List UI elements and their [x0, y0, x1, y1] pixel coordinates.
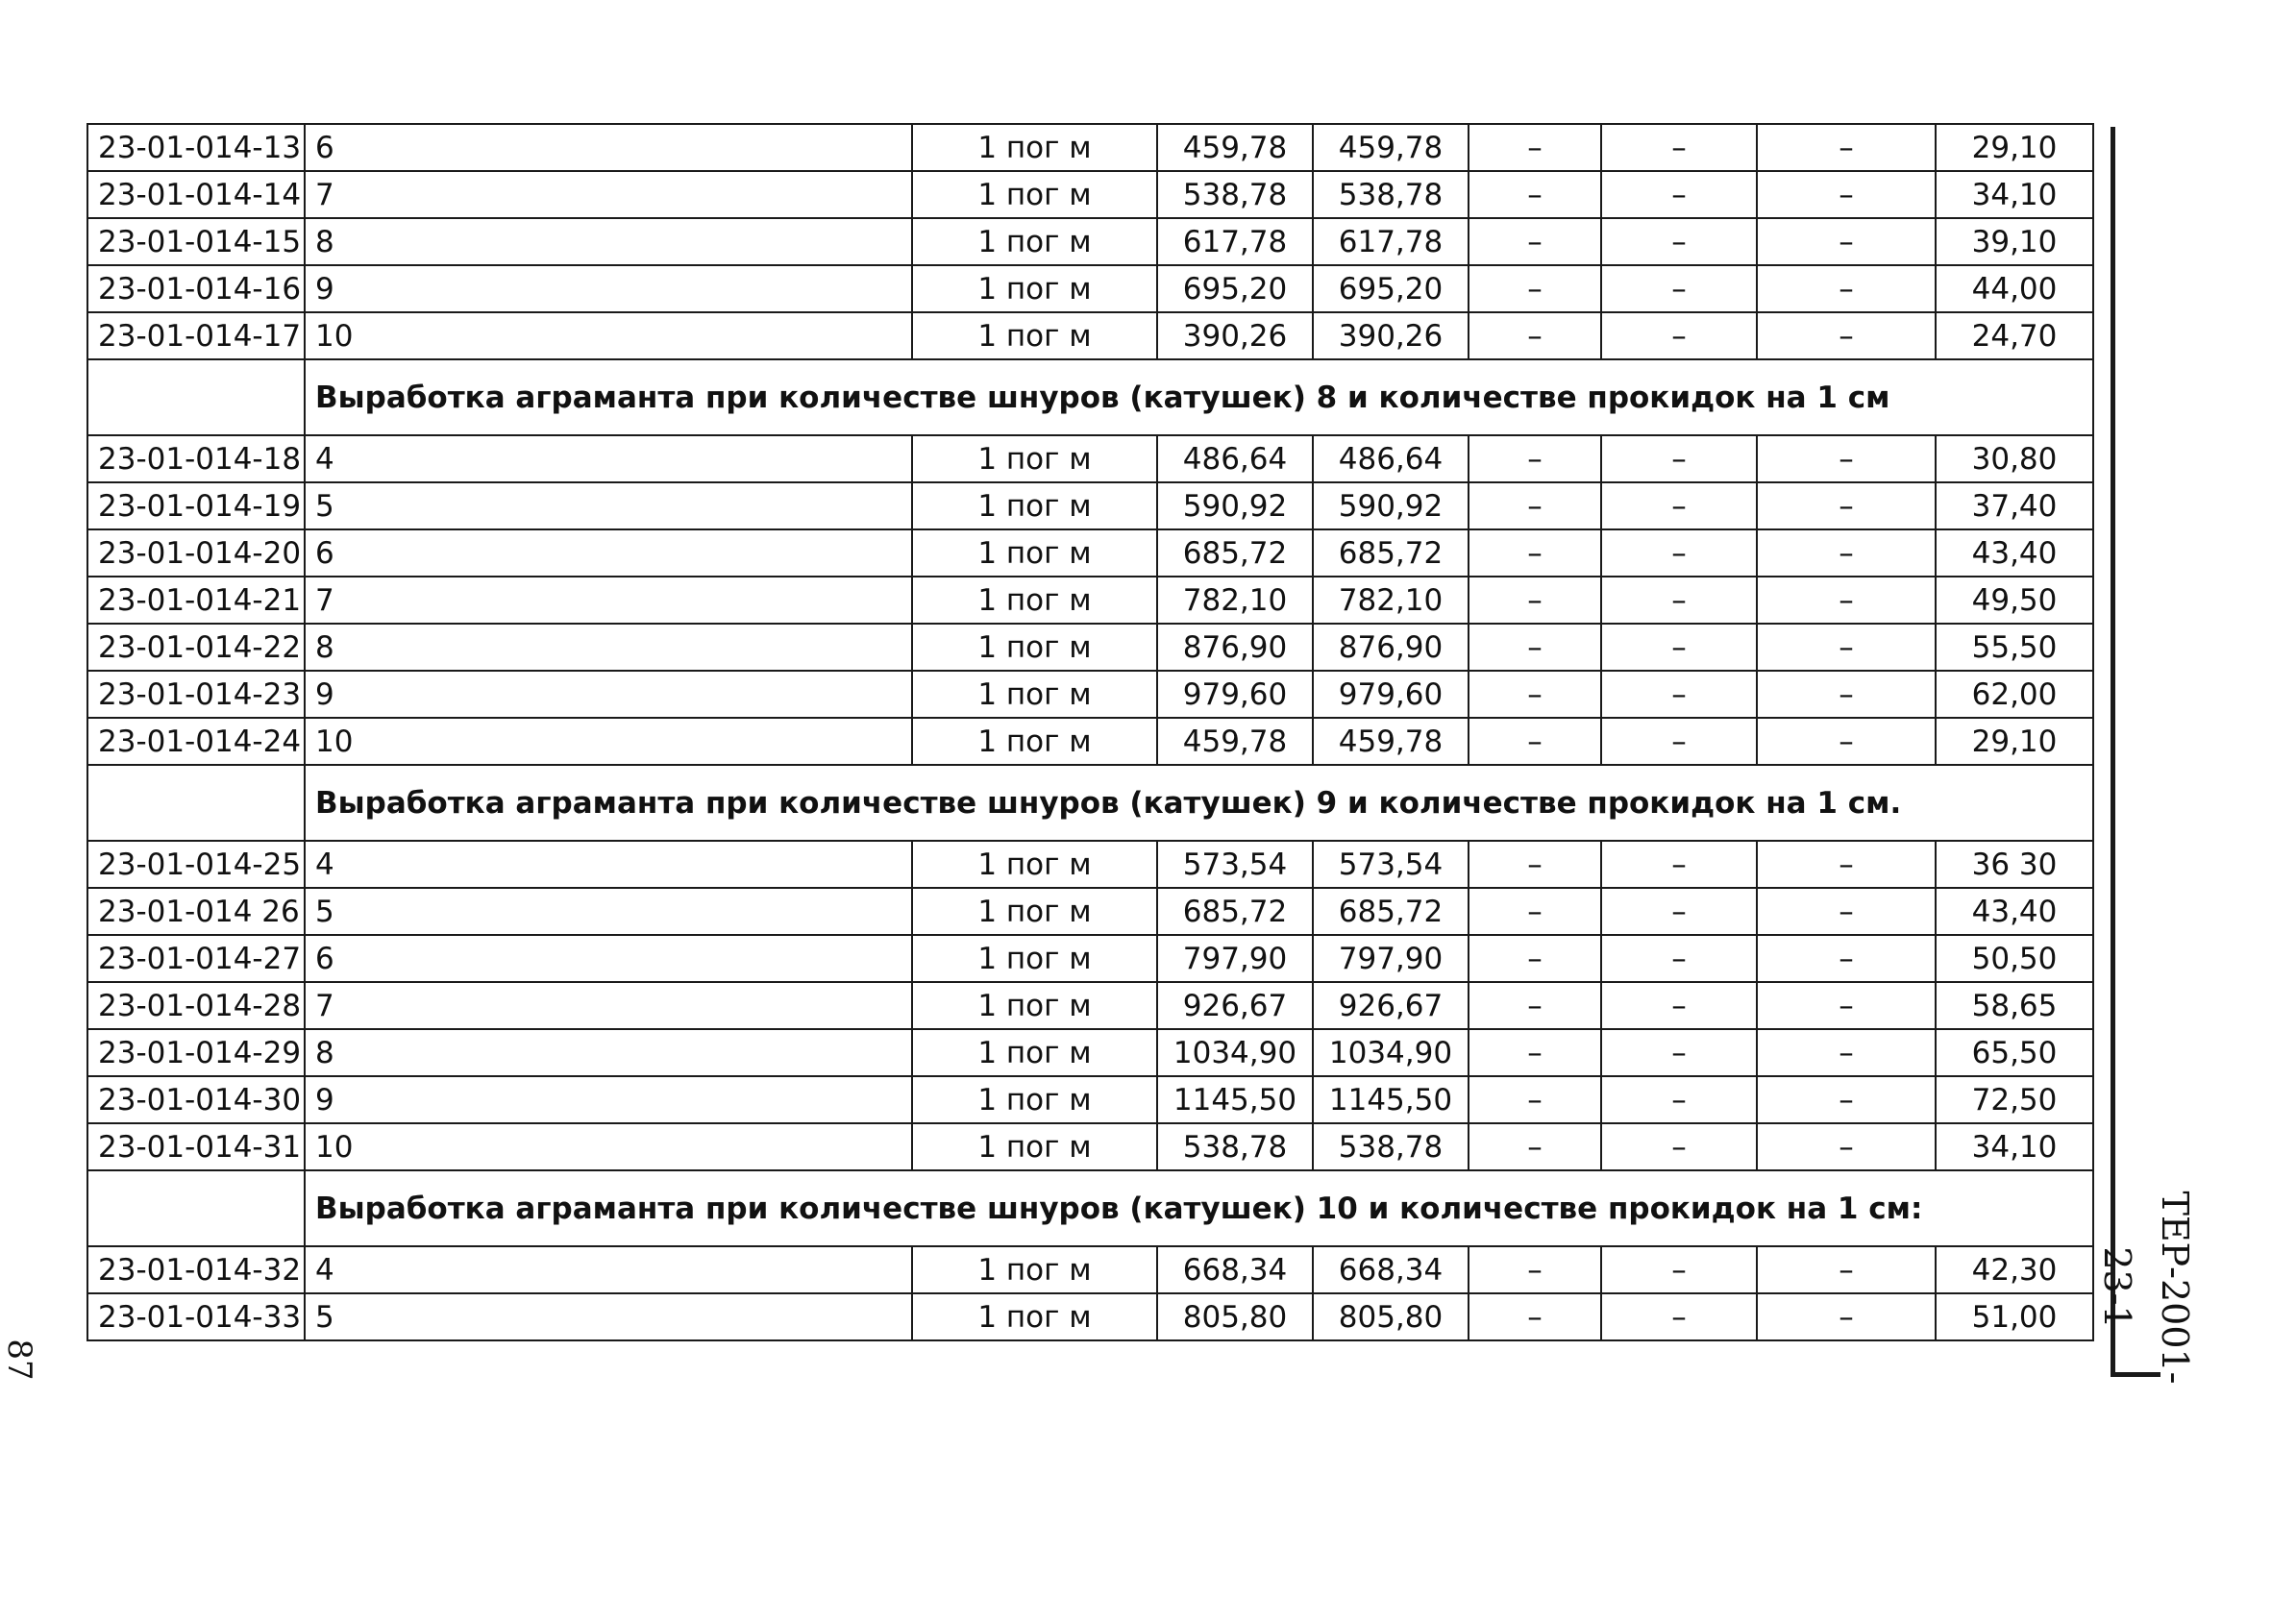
total-cost-cell: 486,64 [1157, 435, 1313, 482]
parameter-cell: 10 [305, 718, 912, 765]
labor-cost-cell: 695,20 [1313, 265, 1469, 312]
machine-cost-cell: – [1469, 1123, 1601, 1170]
labor-hours-cell: 30,80 [1936, 435, 2093, 482]
rate-code-cell: 23-01-014-20 [87, 529, 305, 577]
rate-code-cell: 23-01-014-22 [87, 624, 305, 671]
machinist-cost-cell: – [1601, 718, 1757, 765]
labor-cost-cell: 459,78 [1313, 718, 1469, 765]
labor-hours-cell: 42,30 [1936, 1246, 2093, 1293]
machine-cost-cell: – [1469, 435, 1601, 482]
rate-code-cell: 23-01-014-14 [87, 171, 305, 218]
section-header-row [87, 1170, 2093, 1246]
unit-cell: 1 пог м [912, 312, 1157, 359]
labor-cost-cell: 1145,50 [1313, 1076, 1469, 1123]
unit-cell: 1 пог м [912, 624, 1157, 671]
rate-code-cell: 23-01-014-15 [87, 218, 305, 265]
document-code: ТЕР-2001-23-1 [2096, 1191, 2196, 1385]
machinist-cost-cell: – [1601, 312, 1757, 359]
table-row [87, 171, 2093, 218]
labor-cost-cell: 668,34 [1313, 1246, 1469, 1293]
labor-cost-cell: 573,54 [1313, 841, 1469, 888]
labor-hours-cell: 72,50 [1936, 1076, 2093, 1123]
section-header-row [87, 765, 2093, 841]
labor-hours-cell: 58,65 [1936, 982, 2093, 1029]
machine-cost-cell: – [1469, 841, 1601, 888]
total-cost-cell: 459,78 [1157, 718, 1313, 765]
labor-cost-cell: 590,92 [1313, 482, 1469, 529]
machine-cost-cell: – [1469, 982, 1601, 1029]
unit-cell: 1 пог м [912, 841, 1157, 888]
table-row [87, 435, 2093, 482]
materials-cost-cell: – [1757, 1246, 1936, 1293]
machinist-cost-cell: – [1601, 435, 1757, 482]
page-number: 87 [0, 1339, 38, 1381]
labor-hours-cell: 44,00 [1936, 265, 2093, 312]
unit-cell: 1 пог м [912, 982, 1157, 1029]
unit-cell: 1 пог м [912, 529, 1157, 577]
machinist-cost-cell: – [1601, 982, 1757, 1029]
labor-hours-cell: 51,00 [1936, 1293, 2093, 1340]
labor-hours-cell: 43,40 [1936, 888, 2093, 935]
labor-cost-cell: 538,78 [1313, 171, 1469, 218]
table-row [87, 312, 2093, 359]
machine-cost-cell: – [1469, 1293, 1601, 1340]
total-cost-cell: 1034,90 [1157, 1029, 1313, 1076]
rate-code-cell: 23-01-014-29 [87, 1029, 305, 1076]
labor-hours-cell: 34,10 [1936, 171, 2093, 218]
machinist-cost-cell: – [1601, 624, 1757, 671]
labor-hours-cell: 24,70 [1936, 312, 2093, 359]
rate-code-cell: 23-01-014-31 [87, 1123, 305, 1170]
labor-hours-cell: 43,40 [1936, 529, 2093, 577]
section-header-row [87, 359, 2093, 435]
table-row [87, 482, 2093, 529]
machinist-cost-cell: – [1601, 1246, 1757, 1293]
section-title: Выработка аграманта при количестве шнуров (катушек) 10 и количестве прокидок на 1 см: [305, 1170, 2093, 1246]
unit-cell: 1 пог м [912, 935, 1157, 982]
labor-cost-cell: 805,80 [1313, 1293, 1469, 1340]
unit-cell: 1 пог м [912, 1246, 1157, 1293]
labor-cost-cell: 390,26 [1313, 312, 1469, 359]
total-cost-cell: 668,34 [1157, 1246, 1313, 1293]
unit-cell: 1 пог м [912, 265, 1157, 312]
labor-cost-cell: 1034,90 [1313, 1029, 1469, 1076]
machine-cost-cell: – [1469, 624, 1601, 671]
section-code-cell [87, 359, 305, 435]
parameter-cell: 9 [305, 265, 912, 312]
table-row [87, 718, 2093, 765]
total-cost-cell: 590,92 [1157, 482, 1313, 529]
machinist-cost-cell: – [1601, 888, 1757, 935]
materials-cost-cell: – [1757, 1029, 1936, 1076]
machine-cost-cell: – [1469, 312, 1601, 359]
machine-cost-cell: – [1469, 171, 1601, 218]
machine-cost-cell: – [1469, 1029, 1601, 1076]
machinist-cost-cell: – [1601, 1123, 1757, 1170]
total-cost-cell: 1145,50 [1157, 1076, 1313, 1123]
table-row [87, 265, 2093, 312]
rate-code-cell: 23-01-014-23 [87, 671, 305, 718]
machine-cost-cell: – [1469, 529, 1601, 577]
parameter-cell: 9 [305, 1076, 912, 1123]
labor-hours-cell: 49,50 [1936, 577, 2093, 624]
parameter-cell: 6 [305, 529, 912, 577]
total-cost-cell: 685,72 [1157, 529, 1313, 577]
rate-code-cell: 23-01-014-28 [87, 982, 305, 1029]
parameter-cell: 8 [305, 1029, 912, 1076]
materials-cost-cell: – [1757, 482, 1936, 529]
machinist-cost-cell: – [1601, 265, 1757, 312]
machinist-cost-cell: – [1601, 124, 1757, 171]
labor-cost-cell: 538,78 [1313, 1123, 1469, 1170]
total-cost-cell: 979,60 [1157, 671, 1313, 718]
labor-cost-cell: 979,60 [1313, 671, 1469, 718]
section-code-cell [87, 1170, 305, 1246]
unit-cell: 1 пог м [912, 1076, 1157, 1123]
machinist-cost-cell: – [1601, 841, 1757, 888]
unit-cell: 1 пог м [912, 888, 1157, 935]
total-cost-cell: 685,72 [1157, 888, 1313, 935]
total-cost-cell: 926,67 [1157, 982, 1313, 1029]
materials-cost-cell: – [1757, 312, 1936, 359]
labor-hours-cell: 29,10 [1936, 718, 2093, 765]
labor-cost-cell: 797,90 [1313, 935, 1469, 982]
materials-cost-cell: – [1757, 577, 1936, 624]
machinist-cost-cell: – [1601, 482, 1757, 529]
section-title: Выработка аграманта при количестве шнуров (катушек) 8 и количестве прокидок на 1 см [305, 359, 2093, 435]
rate-code-cell: 23-01-014 26 [87, 888, 305, 935]
rate-code-cell: 23-01-014-13 [87, 124, 305, 171]
parameter-cell: 4 [305, 841, 912, 888]
table-row [87, 1029, 2093, 1076]
total-cost-cell: 459,78 [1157, 124, 1313, 171]
total-cost-cell: 390,26 [1157, 312, 1313, 359]
unit-cell: 1 пог м [912, 718, 1157, 765]
labor-hours-cell: 37,40 [1936, 482, 2093, 529]
materials-cost-cell: – [1757, 529, 1936, 577]
unit-cell: 1 пог м [912, 1293, 1157, 1340]
table-row [87, 1076, 2093, 1123]
rates-table-body [87, 124, 2093, 1340]
table-row [87, 841, 2093, 888]
labor-hours-cell: 39,10 [1936, 218, 2093, 265]
unit-cell: 1 пог м [912, 1123, 1157, 1170]
labor-hours-cell: 62,00 [1936, 671, 2093, 718]
machinist-cost-cell: – [1601, 1076, 1757, 1123]
unit-cell: 1 пог м [912, 124, 1157, 171]
machinist-cost-cell: – [1601, 529, 1757, 577]
machine-cost-cell: – [1469, 1246, 1601, 1293]
machinist-cost-cell: – [1601, 671, 1757, 718]
table-row [87, 218, 2093, 265]
rate-code-cell: 23-01-014-16 [87, 265, 305, 312]
parameter-cell: 8 [305, 624, 912, 671]
materials-cost-cell: – [1757, 935, 1936, 982]
machinist-cost-cell: – [1601, 218, 1757, 265]
parameter-cell: 9 [305, 671, 912, 718]
labor-cost-cell: 685,72 [1313, 888, 1469, 935]
machine-cost-cell: – [1469, 218, 1601, 265]
machine-cost-cell: – [1469, 482, 1601, 529]
parameter-cell: 4 [305, 435, 912, 482]
labor-cost-cell: 876,90 [1313, 624, 1469, 671]
total-cost-cell: 805,80 [1157, 1293, 1313, 1340]
section-code-cell [87, 765, 305, 841]
parameter-cell: 10 [305, 312, 912, 359]
unit-cell: 1 пог м [912, 171, 1157, 218]
parameter-cell: 8 [305, 218, 912, 265]
rate-code-cell: 23-01-014-21 [87, 577, 305, 624]
parameter-cell: 5 [305, 482, 912, 529]
materials-cost-cell: – [1757, 718, 1936, 765]
total-cost-cell: 573,54 [1157, 841, 1313, 888]
table-row [87, 982, 2093, 1029]
machine-cost-cell: – [1469, 265, 1601, 312]
table-row [87, 671, 2093, 718]
materials-cost-cell: – [1757, 624, 1936, 671]
machine-cost-cell: – [1469, 671, 1601, 718]
rate-code-cell: 23-01-014-27 [87, 935, 305, 982]
total-cost-cell: 782,10 [1157, 577, 1313, 624]
machinist-cost-cell: – [1601, 1029, 1757, 1076]
labor-hours-cell: 36 30 [1936, 841, 2093, 888]
materials-cost-cell: – [1757, 1076, 1936, 1123]
materials-cost-cell: – [1757, 124, 1936, 171]
rate-code-cell: 23-01-014-24 [87, 718, 305, 765]
rate-code-cell: 23-01-014-30 [87, 1076, 305, 1123]
rate-code-cell: 23-01-014-17 [87, 312, 305, 359]
labor-cost-cell: 486,64 [1313, 435, 1469, 482]
rate-code-cell: 23-01-014-33 [87, 1293, 305, 1340]
table-row [87, 624, 2093, 671]
table-row [87, 888, 2093, 935]
labor-hours-cell: 50,50 [1936, 935, 2093, 982]
parameter-cell: 6 [305, 124, 912, 171]
table-row [87, 935, 2093, 982]
unit-cell: 1 пог м [912, 482, 1157, 529]
parameter-cell: 4 [305, 1246, 912, 1293]
table-row [87, 529, 2093, 577]
labor-cost-cell: 617,78 [1313, 218, 1469, 265]
labor-cost-cell: 685,72 [1313, 529, 1469, 577]
materials-cost-cell: – [1757, 888, 1936, 935]
materials-cost-cell: – [1757, 435, 1936, 482]
labor-hours-cell: 55,50 [1936, 624, 2093, 671]
unit-cell: 1 пог м [912, 577, 1157, 624]
total-cost-cell: 538,78 [1157, 171, 1313, 218]
materials-cost-cell: – [1757, 671, 1936, 718]
materials-cost-cell: – [1757, 841, 1936, 888]
machine-cost-cell: – [1469, 888, 1601, 935]
machinist-cost-cell: – [1601, 171, 1757, 218]
parameter-cell: 7 [305, 577, 912, 624]
table-row [87, 1123, 2093, 1170]
rate-code-cell: 23-01-014-18 [87, 435, 305, 482]
machinist-cost-cell: – [1601, 577, 1757, 624]
parameter-cell: 6 [305, 935, 912, 982]
parameter-cell: 7 [305, 982, 912, 1029]
rates-table [86, 123, 2094, 1341]
unit-cell: 1 пог м [912, 218, 1157, 265]
labor-cost-cell: 926,67 [1313, 982, 1469, 1029]
labor-hours-cell: 29,10 [1936, 124, 2093, 171]
rate-code-cell: 23-01-014-32 [87, 1246, 305, 1293]
materials-cost-cell: – [1757, 1293, 1936, 1340]
total-cost-cell: 797,90 [1157, 935, 1313, 982]
table-row [87, 577, 2093, 624]
labor-hours-cell: 34,10 [1936, 1123, 2093, 1170]
machinist-cost-cell: – [1601, 935, 1757, 982]
machinist-cost-cell: – [1601, 1293, 1757, 1340]
total-cost-cell: 695,20 [1157, 265, 1313, 312]
table-row [87, 124, 2093, 171]
machine-cost-cell: – [1469, 935, 1601, 982]
machine-cost-cell: – [1469, 1076, 1601, 1123]
parameter-cell: 10 [305, 1123, 912, 1170]
parameter-cell: 5 [305, 1293, 912, 1340]
side-border-line [2111, 127, 2115, 1376]
parameter-cell: 5 [305, 888, 912, 935]
unit-cell: 1 пог м [912, 1029, 1157, 1076]
total-cost-cell: 617,78 [1157, 218, 1313, 265]
unit-cell: 1 пог м [912, 435, 1157, 482]
materials-cost-cell: – [1757, 1123, 1936, 1170]
machine-cost-cell: – [1469, 718, 1601, 765]
rate-code-cell: 23-01-014-25 [87, 841, 305, 888]
table-row [87, 1293, 2093, 1340]
machine-cost-cell: – [1469, 124, 1601, 171]
parameter-cell: 7 [305, 171, 912, 218]
materials-cost-cell: – [1757, 218, 1936, 265]
rate-code-cell: 23-01-014-19 [87, 482, 305, 529]
machine-cost-cell: – [1469, 577, 1601, 624]
total-cost-cell: 538,78 [1157, 1123, 1313, 1170]
materials-cost-cell: – [1757, 982, 1936, 1029]
labor-cost-cell: 782,10 [1313, 577, 1469, 624]
materials-cost-cell: – [1757, 171, 1936, 218]
section-title: Выработка аграманта при количестве шнуров (катушек) 9 и количестве прокидок на 1 см. [305, 765, 2093, 841]
materials-cost-cell: – [1757, 265, 1936, 312]
total-cost-cell: 876,90 [1157, 624, 1313, 671]
labor-cost-cell: 459,78 [1313, 124, 1469, 171]
table-row [87, 1246, 2093, 1293]
unit-cell: 1 пог м [912, 671, 1157, 718]
labor-hours-cell: 65,50 [1936, 1029, 2093, 1076]
